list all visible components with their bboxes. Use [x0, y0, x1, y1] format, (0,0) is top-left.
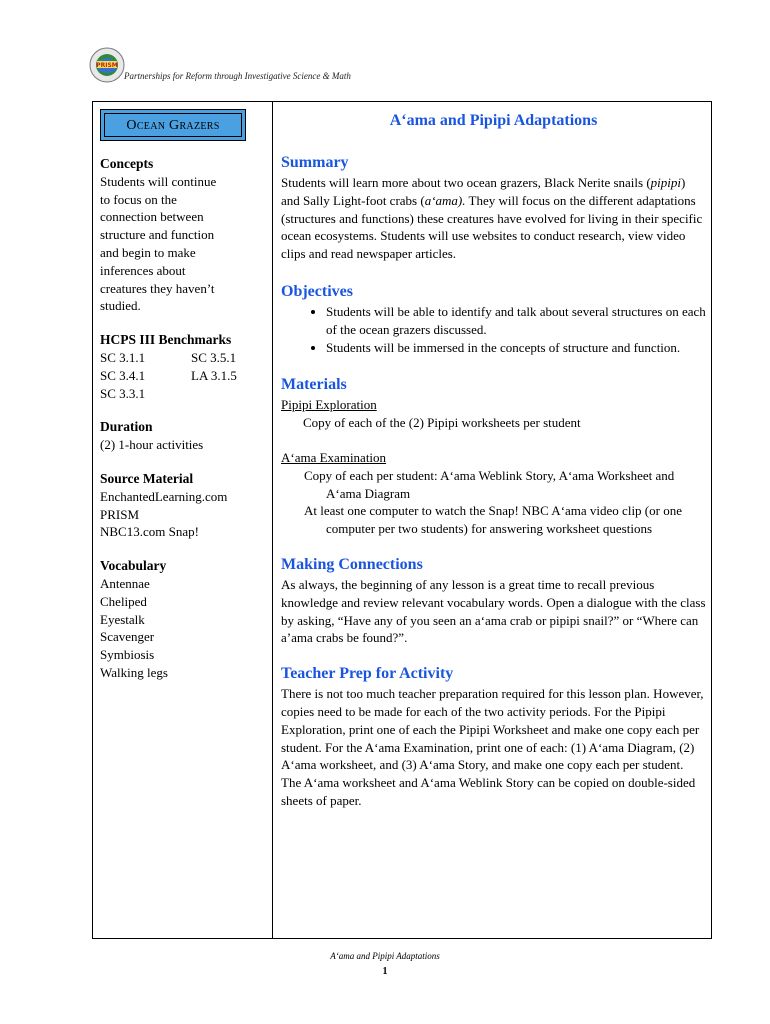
concepts-line: Students will continue [100, 173, 217, 189]
objective-item: • Students will be immersed in the concepts of structure and function. [326, 339, 706, 357]
benchmarks-heading: HCPS III Benchmarks [100, 332, 232, 348]
benchmark-code: SC 3.5.1 [191, 349, 237, 365]
benchmark-code: SC 3.4.1 [100, 367, 146, 383]
pipipi-materials-item: Copy of each of the (2) Pipipi worksheets per student [303, 415, 581, 431]
benchmark-row [100, 349, 270, 367]
concepts-line: to focus on the [100, 191, 177, 207]
vocabulary-item: Symbiosis [100, 647, 155, 663]
duration-heading: Duration [100, 419, 153, 435]
aama-materials-item: At least one computer to watch the Snap! NBC A‘ama video clip (or one computer per two students) for answering worksheet questions [304, 503, 682, 537]
source-item: PRISM [100, 506, 140, 522]
concepts-line: studied. [100, 298, 141, 314]
vocabulary-item: Scavenger [100, 629, 155, 645]
duration-text: (2) 1-hour activities [100, 437, 204, 453]
summary-text: Students will learn more about two ocean grazers, Black Nerite snails (pipipi) and Sally Light-foot crabs (a‘ama). They will focus on the different adaptations (structures and functions) these creatures have evolved for living in their specific ocean ecosystems. Students will use websites to conduct research, view video clips and read newspaper articles. [281, 175, 703, 262]
concepts-line: inferences about [100, 262, 186, 278]
source-item: NBC13.com Snap! [100, 524, 199, 540]
source-heading: Source Material [100, 470, 194, 486]
column-divider [272, 101, 273, 939]
source-item: EnchantedLearning.com [100, 488, 228, 504]
vocabulary-item: Walking legs [100, 664, 168, 680]
pipipi-exploration-subheading: Pipipi Exploration [281, 397, 377, 413]
concepts-line: creatures they haven’t [100, 280, 215, 296]
objective-item: • Students will be able to identify and talk about several structures on each of the ocean grazers discussed. [326, 303, 706, 339]
materials-heading: Materials [281, 376, 347, 394]
concepts-heading: Concepts [100, 156, 154, 171]
connections-heading: Making Connections [281, 555, 423, 573]
benchmark-code: SC 3.1.1 [100, 349, 146, 365]
aama-materials-item: Copy of each per student: A‘ama Weblink Story, A‘ama Worksheet and A‘ama Diagram [304, 467, 675, 501]
page-number: 1 [382, 966, 388, 977]
objectives-list [281, 303, 706, 356]
teacher-prep-heading: Teacher Prep for Activity [281, 665, 454, 683]
footer-title: A‘ama and Pipipi Adaptations [330, 951, 440, 961]
prism-logo [88, 46, 126, 84]
aama-examination-subheading: A‘ama Examination [281, 449, 387, 465]
concepts-line: connection between [100, 209, 204, 225]
benchmark-code: LA 3.1.5 [191, 367, 237, 383]
benchmark-code: SC 3.3.1 [100, 385, 146, 401]
concepts-line: structure and function [100, 227, 215, 243]
vocabulary-item: Cheliped [100, 593, 147, 609]
connections-text: As always, the beginning of any lesson is a great time to recall previous knowledge and review relevant vocabulary words. Open a dialogue with the class by asking, “Have any of you seen an a‘ama crab or pipipi snail?” or “Where can a’ama crabs be found?”. [281, 576, 706, 646]
summary-heading: Summary [281, 154, 349, 171]
concepts-text [100, 173, 270, 315]
main-content [281, 110, 706, 810]
vocabulary-item: Antennae [100, 575, 150, 591]
vocabulary-item: Eyestalk [100, 611, 145, 627]
vocabulary-heading: Vocabulary [100, 558, 167, 574]
svg-text:PRISM: PRISM [96, 62, 118, 69]
benchmark-row [100, 367, 270, 385]
concepts-line: and begin to make [100, 244, 196, 260]
header-tagline: Partnerships for Reform through Investigative Science & Math [124, 71, 351, 81]
lesson-title: A‘ama and Pipipi Adaptations [389, 112, 598, 129]
unit-tag [100, 109, 246, 141]
benchmark-row [100, 385, 270, 403]
teacher-prep-text: There is not too much teacher preparation required for this lesson plan. However, copies need to be made for each of the two activity periods. For the Pipipi Exploration, print one of each the Pipipi Worksheet and make one copy each per student. For the A‘ama Examination, print one of each: (1) A‘ama Diagram, (2) A‘ama worksheet, and (3) A‘ama Story, and make one copy each per student. The A‘ama worksheet and A‘ama Weblink Story can be copied on double-sided sheets of paper. [281, 686, 704, 808]
unit-tag-label: Ocean Grazers [104, 113, 242, 137]
sidebar [100, 155, 270, 682]
objectives-heading: Objectives [281, 282, 353, 300]
